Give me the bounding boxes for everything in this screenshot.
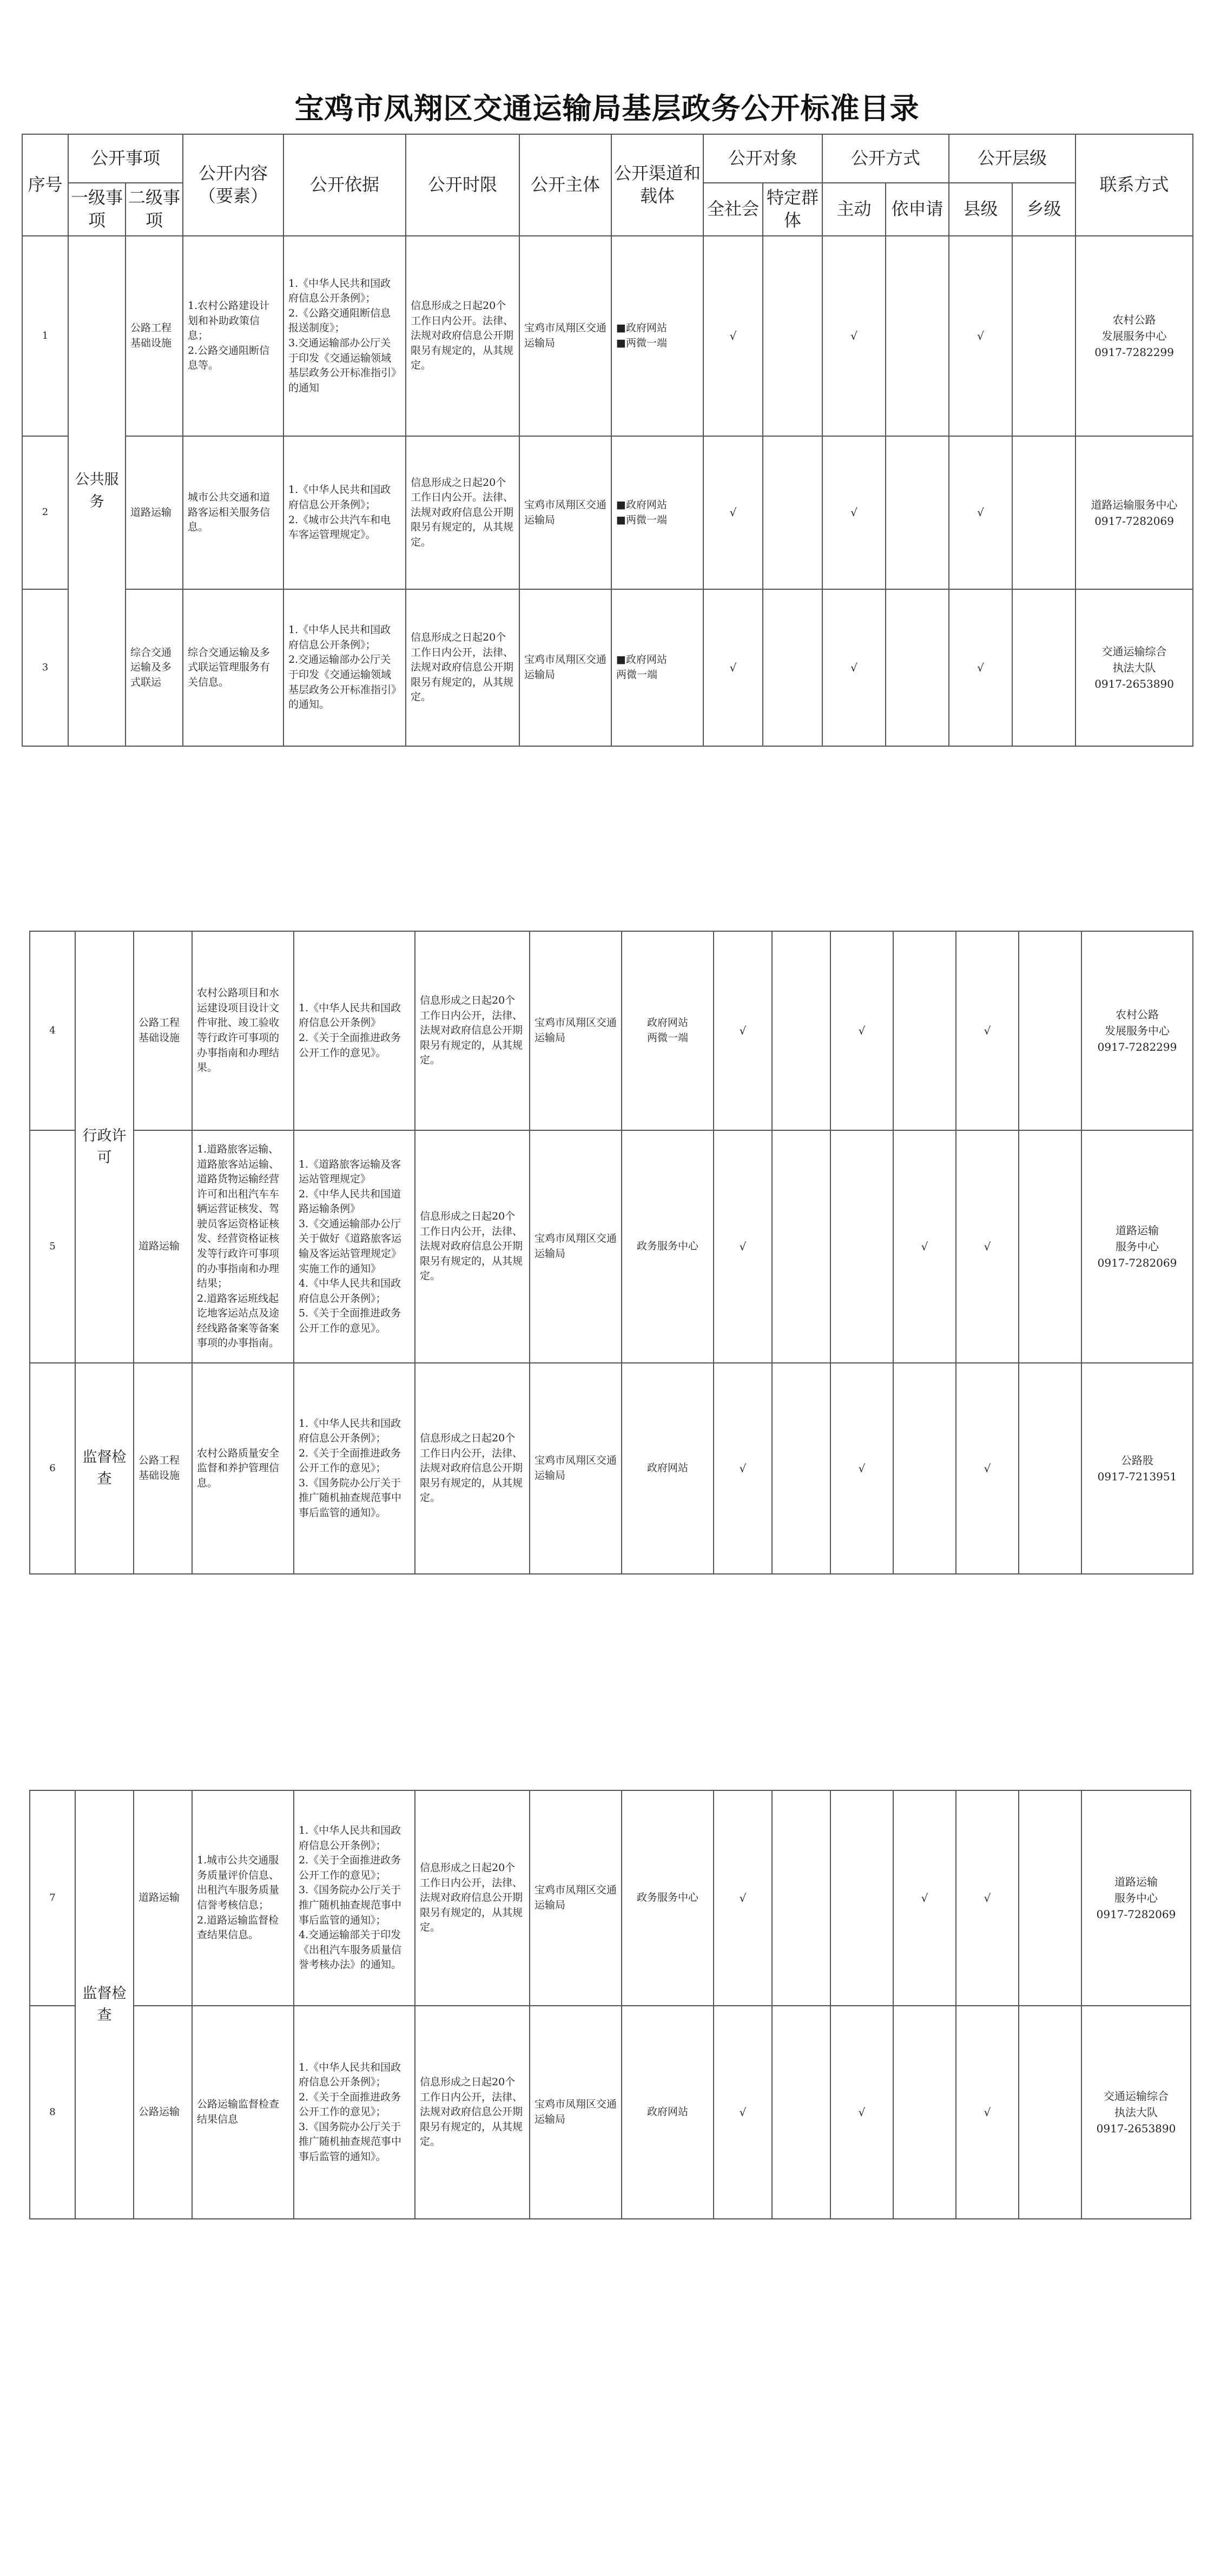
contact-line: 服务中心 (1114, 1892, 1158, 1905)
contact-line: 0917-7282299 (1094, 346, 1174, 359)
basis-line: 2.《关于全面推进政务公开工作的意见》； (299, 1854, 401, 1881)
contact-line: 服务中心 (1116, 1240, 1159, 1253)
row-number: 1 (22, 236, 68, 436)
table-row (22, 589, 1193, 746)
channel-line: 政府网站 (646, 1462, 688, 1474)
contact-line: 道路运输 (1116, 1224, 1159, 1237)
empty-cell (763, 589, 822, 746)
contact-line: 发展服务中心 (1101, 330, 1167, 342)
contact-line: 0917-2653890 (1094, 677, 1174, 690)
channel-cell (622, 931, 714, 1130)
timing-cell: 信息形成之日起20个工作日内公开。法律、法规对政府信息公开期限另有规定的，从其规定。 (406, 236, 519, 436)
row-number: 6 (30, 1363, 75, 1574)
table-row (30, 2006, 1191, 2219)
check-mark: √ (714, 1130, 772, 1363)
check-mark: √ (893, 1130, 956, 1363)
table-row (30, 1130, 1193, 1363)
channel-line: 政务服务中心 (636, 1240, 698, 1253)
empty-cell (772, 1130, 830, 1363)
content-line: 农村公路项目和水运建设项目设计文件审批、竣工验收等行政许可事项的办事指南和办理结果。 (197, 987, 280, 1074)
catalog-table-part-3 (29, 1790, 1191, 2219)
row-number: 7 (30, 1790, 75, 2006)
content-cell (183, 589, 283, 746)
basis-line: 3.《交通运输部办公厅关于做好《道路旅客运输及客运站管理规定》实施工作的通知》 (299, 1217, 402, 1275)
empty-cell (886, 236, 949, 436)
contact-line: 执法大队 (1114, 2106, 1158, 2119)
basis-line: 2.《公路交通阻断信息报送制度》； (288, 307, 391, 334)
basis-line: 1.《中华人民共和国政府信息公开条例》； (288, 277, 391, 305)
header-contact: 联系方式 (1076, 134, 1193, 236)
contact-line: 道路运输服务中心 (1091, 498, 1178, 511)
channel-cell (622, 1363, 714, 1574)
check-mark: √ (703, 589, 763, 746)
timing-cell: 信息形成之日起20个工作日内公开，法律、法规对政府信息公开期限另有规定的，从其规定。 (415, 1363, 530, 1574)
content-line: 1.城市公共交通服务质量评价信息、出租汽车服务质量信誉考核信息； (197, 1854, 280, 1911)
table-row (30, 931, 1193, 1130)
content-line: 公路运输监督检查结果信息 (197, 2098, 280, 2125)
header-channel: 公开渠道和载体 (611, 134, 703, 236)
content-line: 农村公路质量安全监督和养护管理信息。 (197, 1447, 280, 1489)
table-row (22, 236, 1193, 436)
contact-line: 0917-2653890 (1096, 2122, 1176, 2135)
check-mark: √ (893, 1790, 956, 2006)
basis-line: 1.《中华人民共和国政府信息公开条例》； (299, 2061, 401, 2089)
channel-line: ■政府网站 (616, 498, 667, 511)
channel-cell (622, 1790, 714, 2006)
check-mark: √ (949, 589, 1012, 746)
contact-line: 交通运输综合 (1101, 645, 1167, 658)
channel-line: 两微一端 (646, 1032, 688, 1044)
basis-cell (294, 2006, 415, 2219)
subject-cell: 宝鸡市凤翔区交通运输局 (530, 931, 622, 1130)
check-mark: √ (830, 1363, 893, 1574)
header-seq: 序号 (22, 134, 68, 236)
check-mark: √ (822, 589, 886, 746)
check-mark: √ (822, 236, 886, 436)
contact-cell (1076, 589, 1193, 746)
check-mark: √ (822, 436, 886, 589)
empty-cell (1019, 1363, 1081, 1574)
content-cell (192, 2006, 294, 2219)
contact-line: 0917-7282069 (1096, 1908, 1176, 1921)
contact-cell (1081, 1130, 1193, 1363)
empty-cell (1019, 931, 1081, 1130)
content-cell (183, 436, 283, 589)
content-line: 1.道路旅客运输、道路旅客站运输、道路货物运输经营许可和出租汽车车辆运营证核发、驾驶员客运资格证核发、经营资格证核发等行政许可事项的办事指南和办理结果； (197, 1143, 280, 1290)
channel-line: ■政府网站 (616, 322, 667, 334)
row-number: 8 (30, 2006, 75, 2219)
channel-cell (622, 1130, 714, 1363)
header-county: 县级 (949, 183, 1012, 236)
contact-cell (1076, 236, 1193, 436)
basis-line: 2.《中华人民共和国道路运输条例》 (299, 1188, 401, 1215)
header-matter: 公开事项 (68, 134, 183, 183)
header-subject: 公开主体 (519, 134, 611, 236)
empty-cell (830, 1790, 893, 2006)
channel-line: ■两微一端 (616, 337, 667, 349)
empty-cell (893, 1363, 956, 1574)
content-line: 2.道路运输监督检查结果信息。 (197, 1914, 279, 1941)
channel-line: 政务服务中心 (636, 1892, 698, 1904)
contact-cell (1081, 1790, 1191, 2006)
header-specific-group: 特定群体 (763, 183, 822, 236)
basis-line: 2.《城市公共汽车和电车客运管理规定》。 (288, 513, 391, 541)
basis-line: 3.《国务院办公厅关于推广随机抽查规范事中事后监管的通知》； (299, 1884, 402, 1926)
basis-line: 2.《关于全面推进政务公开工作的意见》。 (299, 1032, 401, 1059)
check-mark: √ (956, 1363, 1019, 1574)
basis-cell (283, 589, 406, 746)
empty-cell (893, 2006, 956, 2219)
basis-line: 3.交通运输部办公厅关于印发《交通运输领域基层政务公开标准指引》的通知 (288, 337, 397, 394)
row-number: 4 (30, 931, 75, 1130)
check-mark: √ (714, 1790, 772, 2006)
contact-line: 0917-7282299 (1097, 1040, 1177, 1053)
level2-cell: 道路运输 (134, 1790, 192, 2006)
category-cell: 公共服务 (68, 236, 126, 746)
level2-cell: 公路工程基础设施 (134, 931, 192, 1130)
check-mark: √ (956, 1790, 1019, 2006)
basis-line: 1.《中华人民共和国政府信息公开条例》； (288, 484, 391, 511)
empty-cell (886, 589, 949, 746)
empty-cell (772, 1790, 830, 2006)
row-number: 5 (30, 1130, 75, 1363)
content-cell (192, 1130, 294, 1363)
content-line: 城市公共交通和道路客运相关服务信息。 (188, 491, 270, 533)
timing-cell: 信息形成之日起20个工作日内公开，法律、法规对政府信息公开期限另有规定的，从其规定。 (415, 2006, 530, 2219)
contact-line: 0917-7282069 (1097, 1256, 1177, 1269)
basis-line: 1.《中华人民共和国政府信息公开条例》； (288, 624, 391, 651)
basis-line: 4.交通运输部关于印发《出租汽车服务质量信誉考核办法》的通知。 (299, 1929, 402, 1971)
empty-cell (886, 436, 949, 589)
channel-cell (611, 589, 703, 746)
contact-line: 公路股 (1121, 1454, 1153, 1467)
empty-cell (1012, 589, 1076, 746)
contact-cell (1081, 931, 1193, 1130)
basis-cell (294, 931, 415, 1130)
subject-cell: 宝鸡市凤翔区交通运输局 (519, 436, 611, 589)
channel-line: 两微一端 (616, 669, 658, 681)
level2-cell: 公路工程基础设施 (134, 1363, 192, 1574)
header-township: 乡级 (1012, 183, 1076, 236)
catalog-table-part-2 (29, 931, 1193, 1574)
header-method: 公开方式 (822, 134, 949, 183)
content-line: 综合交通运输及多式联运管理服务有关信息。 (188, 646, 270, 688)
content-cell (192, 1363, 294, 1574)
basis-line: 5.《关于全面推进政务公开工作的意见》。 (299, 1307, 401, 1334)
level2-cell: 道路运输 (126, 436, 183, 589)
page-title: 宝鸡市凤翔区交通运输局基层政务公开标准目录 (294, 91, 920, 126)
subject-cell: 宝鸡市凤翔区交通运输局 (530, 2006, 622, 2219)
level2-cell: 公路运输 (134, 2006, 192, 2219)
table-row (30, 1363, 1193, 1574)
content-cell (192, 1790, 294, 2006)
header-object: 公开对象 (703, 134, 822, 183)
content-line: 1.农村公路建设计划和补助政策信息； (188, 300, 270, 342)
basis-line: 2.交通运输部办公厅关于印发《交通运输领域基层政务公开标准指引》的通知。 (288, 654, 397, 711)
check-mark: √ (714, 2006, 772, 2219)
header-all-society: 全社会 (703, 183, 763, 236)
check-mark: √ (956, 1130, 1019, 1363)
level2-cell: 公路工程基础设施 (126, 236, 183, 436)
basis-cell (294, 1130, 415, 1363)
header-content: 公开内容（要素） (183, 134, 283, 236)
contact-line: 道路运输 (1114, 1875, 1158, 1888)
content-cell (192, 931, 294, 1130)
empty-cell (1019, 2006, 1081, 2219)
basis-line: 1.《中华人民共和国政府信息公开条例》 (299, 1002, 401, 1029)
contact-line: 农村公路 (1116, 1008, 1159, 1021)
channel-line: 政府网站 (646, 2106, 688, 2118)
empty-cell (772, 931, 830, 1130)
check-mark: √ (703, 236, 763, 436)
contact-cell (1081, 2006, 1191, 2219)
header-timing: 公开时限 (406, 134, 519, 236)
basis-cell (294, 1363, 415, 1574)
contact-cell (1076, 436, 1193, 589)
subject-cell: 宝鸡市凤翔区交通运输局 (530, 1363, 622, 1574)
check-mark: √ (949, 436, 1012, 589)
channel-line: 政府网站 (646, 1017, 688, 1029)
check-mark: √ (956, 931, 1019, 1130)
content-line: 2.道路客运班线起讫地客运站点及途经线路备案等备案事项的办事指南。 (197, 1292, 280, 1349)
empty-cell (763, 236, 822, 436)
channel-cell (611, 436, 703, 589)
check-mark: √ (830, 2006, 893, 2219)
check-mark: √ (714, 1363, 772, 1574)
category-cell: 监督检查 (75, 1363, 134, 1574)
category-cell: 监督检查 (75, 1790, 134, 2219)
check-mark: √ (703, 436, 763, 589)
contact-line: 执法大队 (1112, 661, 1156, 674)
basis-line: 1.《中华人民共和国政府信息公开条例》； (299, 1417, 401, 1445)
contact-line: 农村公路 (1112, 313, 1156, 326)
channel-line: ■政府网站 (616, 654, 667, 666)
subject-cell: 宝鸡市凤翔区交通运输局 (519, 236, 611, 436)
empty-cell (1012, 436, 1076, 589)
row-number: 2 (22, 436, 68, 589)
table-row (30, 1790, 1191, 2006)
basis-line: 2.《关于全面推进政务公开工作的意见》； (299, 2091, 401, 2118)
timing-cell: 信息形成之日起20个工作日内公开，法律、法规对政府信息公开期限另有规定的，从其规定。 (406, 589, 519, 746)
timing-cell: 信息形成之日起20个工作日内公开，法律、法规对政府信息公开期限另有规定的，从其规定。 (415, 931, 530, 1130)
table-row (22, 436, 1193, 589)
basis-cell (283, 236, 406, 436)
contact-line: 发展服务中心 (1105, 1024, 1170, 1037)
basis-line: 1.《中华人民共和国政府信息公开条例》； (299, 1824, 401, 1852)
timing-cell: 信息形成之日起20个工作日内公开。法律、法规对政府信息公开期限另有规定的，从其规定。 (406, 436, 519, 589)
basis-cell (283, 436, 406, 589)
empty-cell (763, 436, 822, 589)
subject-cell: 宝鸡市凤翔区交通运输局 (530, 1130, 622, 1363)
contact-line: 交通运输综合 (1104, 2090, 1169, 2103)
header-level1: 一级事项 (68, 183, 126, 236)
basis-line: 2.《关于全面推进政务公开工作的意见》； (299, 1447, 401, 1474)
content-line: 2.公路交通阻断信息等。 (188, 344, 270, 372)
empty-cell (1019, 1130, 1081, 1363)
basis-line: 3.《国务院办公厅关于推广随机抽查规范事中事后监管的通知》。 (299, 1477, 402, 1519)
empty-cell (772, 2006, 830, 2219)
timing-cell: 信息形成之日起20个工作日内公开，法律、法规对政府信息公开期限另有规定的，从其规定。 (415, 1790, 530, 2006)
empty-cell (893, 931, 956, 1130)
empty-cell (1019, 1790, 1081, 2006)
channel-cell (622, 2006, 714, 2219)
contact-cell (1081, 1363, 1193, 1574)
contact-line: 0917-7213951 (1097, 1470, 1177, 1483)
level2-cell: 道路运输 (134, 1130, 192, 1363)
channel-line: ■两微一端 (616, 513, 667, 526)
header-active: 主动 (822, 183, 886, 236)
basis-line: 3.《国务院办公厅关于推广随机抽查规范事中事后监管的通知》。 (299, 2120, 402, 2163)
subject-cell: 宝鸡市凤翔区交通运输局 (530, 1790, 622, 2006)
category-cell: 行政许可 (75, 931, 134, 1363)
empty-cell (1012, 236, 1076, 436)
header-on-request: 依申请 (886, 183, 949, 236)
timing-cell: 信息形成之日起20个工作日内公开，法律、法规对政府信息公开期限另有规定的，从其规定。 (415, 1130, 530, 1363)
channel-cell (611, 236, 703, 436)
check-mark: √ (949, 236, 1012, 436)
header-level2: 二级事项 (126, 183, 183, 236)
check-mark: √ (714, 931, 772, 1130)
contact-line: 0917-7282069 (1094, 514, 1174, 528)
empty-cell (830, 1130, 893, 1363)
level2-cell: 综合交通运输及多式联运 (126, 589, 183, 746)
subject-cell: 宝鸡市凤翔区交通运输局 (519, 589, 611, 746)
basis-line: 4.《中华人民共和国政府信息公开条例》； (299, 1277, 401, 1305)
catalog-table-part-1 (22, 134, 1193, 747)
header-basis: 公开依据 (283, 134, 406, 236)
content-cell (183, 236, 283, 436)
header-tier: 公开层级 (949, 134, 1076, 183)
check-mark: √ (830, 931, 893, 1130)
row-number: 3 (22, 589, 68, 746)
empty-cell (772, 1363, 830, 1574)
check-mark: √ (956, 2006, 1019, 2219)
basis-line: 1.《道路旅客运输及客运站管理规定》 (299, 1158, 401, 1185)
basis-cell (294, 1790, 415, 2006)
